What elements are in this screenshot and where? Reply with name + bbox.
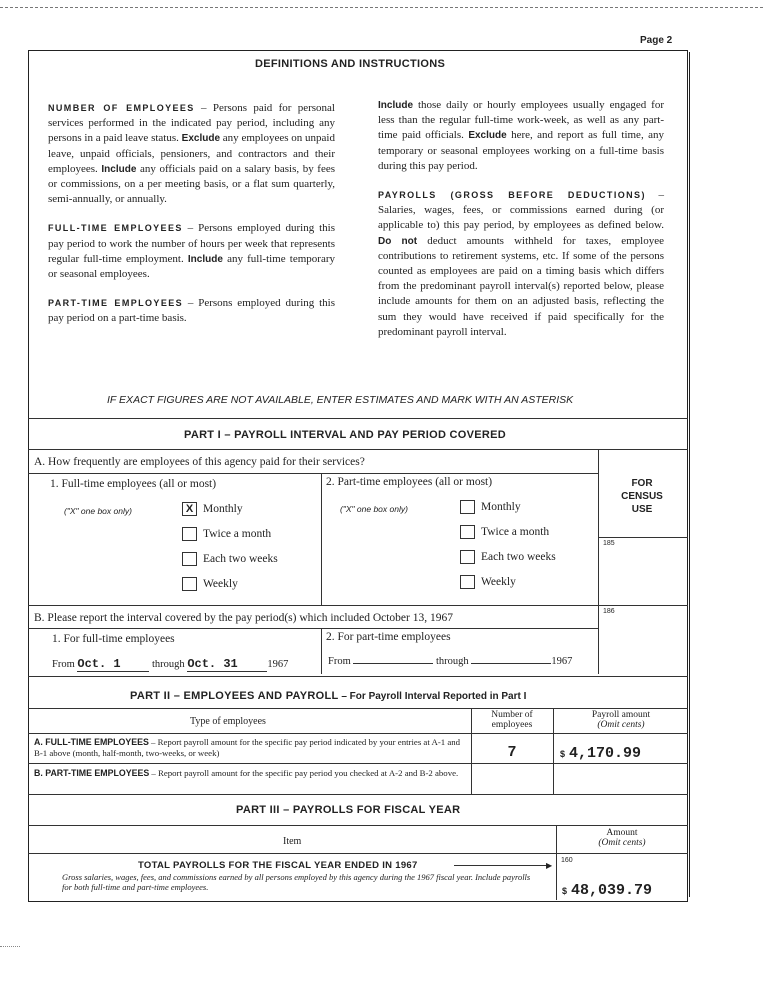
definition-text: deduct amounts withheld for taxes, employee contributions to retirement systems, etc. If some of the persons counted as employees are paid on a timing basis which differs from the predominant payroll interval(s) reported below, please include amounts for them on an adjusted basis, reflecting the sum they would have received if paid specifically for the predominant payroll interval. xyxy=(378,234,665,338)
b2-through-field[interactable] xyxy=(471,663,551,664)
rule xyxy=(28,708,688,709)
fulltime-options xyxy=(182,500,278,600)
code-160: 160 xyxy=(561,857,573,864)
b1-label: 1. For full-time employees xyxy=(52,633,175,645)
definition-text: any officials paid on a salary basis, by fees or commissions, on a per meeting basis, or a flat sum quarterly, semi-annually, or annually. xyxy=(48,162,335,206)
through-label: through xyxy=(152,659,185,670)
definitions-left-column xyxy=(48,101,335,341)
part1-title: PART I – PAYROLL INTERVAL AND PAY PERIOD COVERED xyxy=(184,429,507,441)
option-label: Weekly xyxy=(481,576,516,588)
total-payroll-label: TOTAL PAYROLLS FOR THE FISCAL YEAR ENDED IN 1967 xyxy=(138,860,418,871)
year-label: 1967 xyxy=(551,656,573,667)
rule xyxy=(28,676,688,677)
fulltime-question: 1. Full-time employees (all or most) xyxy=(50,478,217,490)
parttime-option-each-two-weeks[interactable] xyxy=(460,548,556,573)
rule xyxy=(28,853,688,854)
parttime-options xyxy=(460,498,556,598)
through-label: through xyxy=(436,656,469,667)
rule xyxy=(28,605,688,606)
fulltime-option-weekly[interactable] xyxy=(182,575,278,600)
payroll-header-sub: (Omit cents) xyxy=(597,720,645,730)
definition-text: those daily or hourly employees usually engaged for less than the regular full-time work-week, as well as any part-time paid officials. xyxy=(378,99,664,142)
arrow-right-icon: ▶ xyxy=(546,861,553,870)
option-label: Each two weeks xyxy=(481,551,556,563)
column-divider xyxy=(321,628,322,674)
rule xyxy=(28,628,598,629)
amount-header-label: Amount xyxy=(606,828,638,838)
definition-text: here, and report as full time, any temporary or seasonal employees working on a full-time basis during this pay period. xyxy=(378,129,664,172)
parttime-instruction: ("X" one box only) xyxy=(340,504,408,514)
fulltime-instruction: ("X" one box only) xyxy=(64,506,132,516)
b1-through-field[interactable]: Oct. 31 xyxy=(187,657,267,672)
definition-text: Exclude xyxy=(468,130,507,142)
part2-heading xyxy=(130,686,526,704)
census-column-divider xyxy=(598,449,599,674)
rule xyxy=(28,794,688,795)
code-185: 185 xyxy=(603,540,615,547)
option-label: Twice a month xyxy=(481,526,550,538)
col-payroll-header xyxy=(558,710,684,730)
total-payroll-description: Gross salaries, wages, fees, and commissions earned by all persons employed by this agency during the 1967 fiscal year. Include payrolls for both full-time and part-time employees. xyxy=(62,872,531,892)
fulltime-checkbox-each-two-weeks[interactable] xyxy=(182,552,197,566)
definition-text: any employees on unpaid leave, unpaid officials, pensioners, and contractors and their employees. xyxy=(48,132,335,175)
option-label: Monthly xyxy=(203,503,243,515)
parttime-checkbox-each-two-weeks[interactable] xyxy=(460,550,475,564)
form-right-border xyxy=(689,52,690,897)
rule xyxy=(28,763,688,764)
col-amount-header xyxy=(560,828,684,848)
total-payroll-field[interactable] xyxy=(562,881,652,899)
b1-from-field[interactable]: Oct. 1 xyxy=(77,657,149,672)
fulltime-checkbox-monthly[interactable]: X xyxy=(182,502,197,516)
fulltime-option-each-two-weeks[interactable] xyxy=(182,550,278,575)
definition-term: PAYROLLS (GROSS BEFORE DEDUCTIONS) xyxy=(378,190,646,201)
rule xyxy=(28,418,688,419)
row-a-description xyxy=(34,737,466,759)
parttime-option-monthly[interactable] xyxy=(460,498,556,523)
definition-text: Do not xyxy=(378,235,418,247)
census-use-label: FOR CENSUS USE xyxy=(621,478,663,515)
code-186: 186 xyxy=(603,608,615,615)
fulltime-payroll-amount: 4,170.99 xyxy=(569,745,642,762)
row-b-text: – Report payroll amount for the specific pay period you checked at A-2 and B-2 above. xyxy=(149,768,459,778)
parttime-payroll-amount[interactable] xyxy=(560,770,680,788)
part2-title: PART II – EMPLOYEES AND PAYROLL xyxy=(130,690,339,702)
arrow-line xyxy=(454,865,550,866)
question-a: A. How frequently are employees of this agency paid for their services? xyxy=(34,456,365,468)
column-divider xyxy=(321,473,322,605)
definition-text: Include xyxy=(187,253,223,265)
parttime-checkbox-weekly[interactable] xyxy=(460,575,475,589)
parttime-question: 2. Part-time employees (all or most) xyxy=(326,476,493,488)
b2-from-field[interactable] xyxy=(353,663,433,664)
part2-subtitle: – For Payroll Interval Reported in Part I xyxy=(338,691,527,702)
b1-period xyxy=(52,657,288,672)
payroll-header-label: Payroll amount xyxy=(591,710,651,720)
estimate-note: IF EXACT FIGURES ARE NOT AVAILABLE, ENTER ESTIMATES AND MARK WITH AN ASTERISK xyxy=(107,394,574,406)
definition-text: – Persons employed during this pay period to work the number of hours per week that represents regular full-time employment. xyxy=(48,222,335,265)
definition-term: NUMBER OF EMPLOYEES xyxy=(48,103,195,113)
definition-text: any full-time temporary or seasonal employees. xyxy=(48,252,335,281)
definition-term: PART-TIME EMPLOYEES xyxy=(48,298,184,309)
definition-text: – Persons paid for personal services performed in the indicated pay period, including any persons in a paid leave status. xyxy=(48,102,335,145)
column-divider xyxy=(556,825,557,900)
definitions-right-paragraph xyxy=(378,188,664,340)
from-label: From xyxy=(52,659,75,670)
dollar-sign: $ xyxy=(560,749,566,759)
option-label: Twice a month xyxy=(203,528,272,540)
year-label: 1967 xyxy=(267,659,289,670)
total-payroll-amount: 48,039.79 xyxy=(571,882,653,899)
definition-text: – Salaries, wages, fees, or commissions earned during (or applicable to) this pay period, by employees as defined below. xyxy=(378,189,664,232)
option-label: Monthly xyxy=(481,501,521,513)
question-b: B. Please report the interval covered by the pay period(s) which included October 13, 1967 xyxy=(34,612,453,624)
definitions-right-column xyxy=(378,98,664,354)
row-b-label: B. PART-TIME EMPLOYEES xyxy=(34,768,150,778)
fulltime-checkbox-weekly[interactable] xyxy=(182,577,197,591)
definition-text: – Persons employed during this pay period on a part-time basis. xyxy=(48,297,335,325)
page-number: Page 2 xyxy=(640,35,673,46)
col-number-header: Number of employees xyxy=(491,710,533,730)
column-divider xyxy=(553,708,554,794)
dollar-sign: $ xyxy=(562,886,568,896)
col-type-header: Type of employees xyxy=(190,716,266,727)
parttime-option-twice-a-month[interactable] xyxy=(460,523,556,548)
definitions-left-paragraph xyxy=(48,296,335,326)
b2-label: 2. For part-time employees xyxy=(326,631,451,643)
rule xyxy=(28,733,688,734)
parttime-checkbox-twice-a-month[interactable] xyxy=(460,525,475,539)
parttime-employee-count[interactable] xyxy=(472,770,552,788)
part3-title: PART III – PAYROLLS FOR FISCAL YEAR xyxy=(236,804,461,816)
fulltime-checkbox-twice-a-month[interactable] xyxy=(182,527,197,541)
definition-text: Include xyxy=(378,100,414,111)
top-perforation xyxy=(0,7,763,8)
definition-text: Exclude xyxy=(181,133,221,145)
scan-speck xyxy=(0,946,20,947)
rule xyxy=(28,825,688,826)
col-item-header: Item xyxy=(283,836,302,847)
definition-text: Include xyxy=(101,163,137,175)
amount-header-sub: (Omit cents) xyxy=(598,838,646,848)
rule xyxy=(28,449,688,450)
definitions-right-paragraph xyxy=(378,98,664,174)
row-a-text: – Report payroll amount for the specific pay period indicated by your entries at A-1 and B-1 above (month, half-month, two-weeks, or week) xyxy=(34,737,461,758)
option-label: Each two weeks xyxy=(203,553,278,565)
rule xyxy=(598,537,688,538)
row-a-label: A. FULL-TIME EMPLOYEES xyxy=(34,737,149,747)
fulltime-option-twice-a-month[interactable] xyxy=(182,525,278,550)
definitions-left-paragraph xyxy=(48,101,335,207)
b2-period xyxy=(328,656,572,667)
rule xyxy=(28,473,598,474)
fulltime-employee-count[interactable]: 7 xyxy=(507,744,517,761)
parttime-checkbox-monthly[interactable] xyxy=(460,500,475,514)
definitions-title: DEFINITIONS AND INSTRUCTIONS xyxy=(255,58,446,70)
fulltime-payroll-field[interactable] xyxy=(560,744,641,762)
definitions-left-paragraph xyxy=(48,221,335,282)
fulltime-option-monthly[interactable] xyxy=(182,500,278,525)
row-b-description xyxy=(34,768,466,779)
parttime-option-weekly[interactable] xyxy=(460,573,556,598)
option-label: Weekly xyxy=(203,578,238,590)
from-label: From xyxy=(328,656,351,667)
definition-term: FULL-TIME EMPLOYEES xyxy=(48,223,183,234)
